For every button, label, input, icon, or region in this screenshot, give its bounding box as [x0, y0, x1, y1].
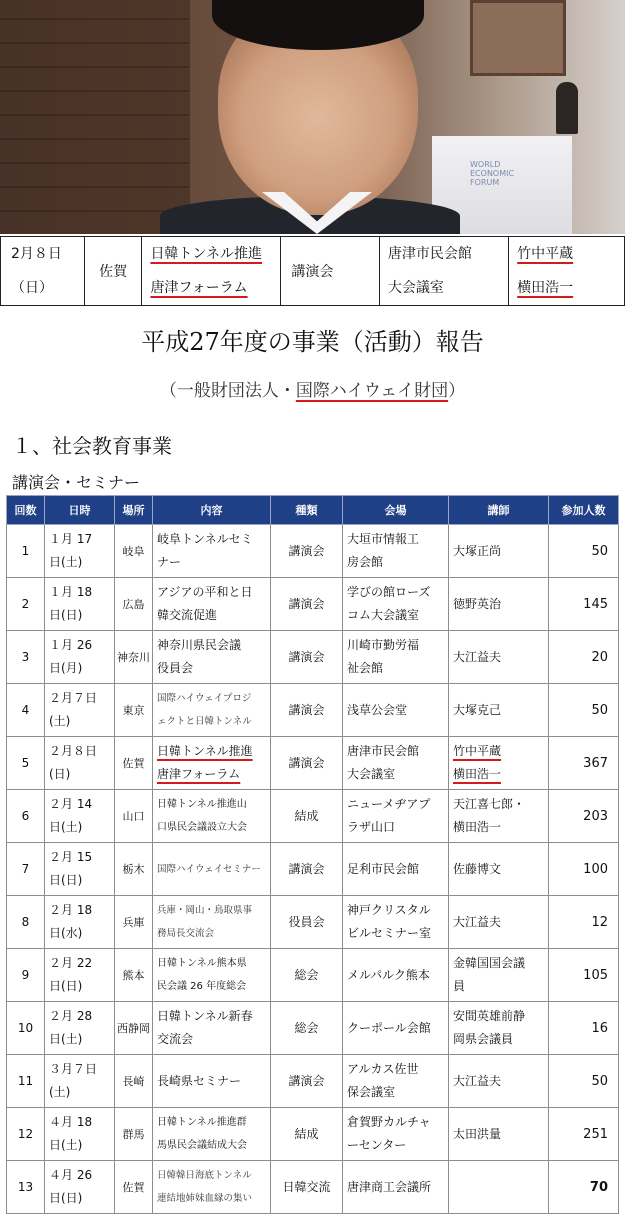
cell-speaker: [449, 631, 549, 684]
background-person: [556, 82, 578, 134]
cell-content-line: 役員会: [157, 661, 194, 675]
column-header: 内容: [153, 496, 271, 525]
cell-venue: [343, 684, 449, 737]
cell-content: [153, 737, 271, 790]
cell-date-line: ２月 28: [49, 1009, 93, 1023]
cell-content: [153, 949, 271, 1002]
cell-date: [45, 684, 115, 737]
cell-speaker-line: 太田洪量: [453, 1126, 502, 1141]
cell-speaker: [449, 843, 549, 896]
cell-date-line: ２月 15: [49, 850, 93, 864]
cell-content-line: ェクトと日韓トンネル: [157, 716, 252, 727]
cell-type: 講演会: [271, 578, 343, 631]
cell-number: 9: [7, 949, 45, 1002]
cell-speaker-line: 金韓国国会議: [453, 956, 526, 970]
cell-speaker: [449, 790, 549, 843]
cell-content-line: 国際ハイウェイプロジ: [157, 693, 252, 704]
cell-venue-line: 大垣市情報工: [347, 532, 420, 546]
table-row: [7, 1108, 619, 1161]
excerpt-content-line: 日韓トンネル推進: [150, 246, 263, 262]
cell-date-line: 日(水): [49, 926, 83, 940]
cell-date-line: 日(日): [49, 873, 83, 887]
cell-date-line: ２月８日: [49, 744, 98, 758]
cell-date-line: 日(月): [49, 661, 83, 675]
cell-venue: [343, 525, 449, 578]
cell-count: 50: [549, 1055, 619, 1108]
cell-number: 13: [7, 1161, 45, 1214]
cell-content-line: 唐津フォーラム: [157, 767, 241, 781]
table-row: [7, 1161, 619, 1214]
cell-date-line: (日): [49, 767, 71, 781]
cell-speaker-line: 大塚克己: [453, 702, 502, 717]
cell-date-line: ２月 18: [49, 903, 93, 917]
cell-content-line: 交流会: [157, 1032, 194, 1046]
cell-content-line: 兵庫・岡山・鳥取県事: [157, 905, 253, 916]
cell-content: [153, 1055, 271, 1108]
cell-count: 50: [549, 684, 619, 737]
cell-count: 100: [549, 843, 619, 896]
table-row: [7, 949, 619, 1002]
cell-place: 佐賀: [115, 737, 153, 790]
cell-date: [45, 737, 115, 790]
cell-speaker: [449, 896, 549, 949]
cell-venue-line: コム大会議室: [347, 608, 420, 622]
cell-content-line: 日韓トンネル推進: [157, 744, 253, 758]
cell-type: 講演会: [271, 631, 343, 684]
cell-speaker: [449, 1108, 549, 1161]
excerpt-speakers: [509, 237, 625, 306]
cell-venue-line: クーポール会館: [347, 1020, 431, 1035]
column-header: 回数: [7, 496, 45, 525]
cell-content-line: 馬県民会議結成大会: [157, 1140, 247, 1151]
cell-count: 105: [549, 949, 619, 1002]
cell-venue: [343, 896, 449, 949]
cell-content-line: 民会議 26 年度総会: [157, 981, 247, 992]
cell-speaker-line: 員: [453, 979, 466, 993]
cell-content: [153, 790, 271, 843]
cell-date: [45, 631, 115, 684]
forum-sign-text: WORLD ECONOMIC FORUM: [470, 160, 515, 187]
cell-type: 総会: [271, 1002, 343, 1055]
column-header: 会場: [343, 496, 449, 525]
cell-date: [45, 843, 115, 896]
section-heading: １、社会教育事業: [12, 434, 172, 458]
subtitle-foundation-name: 国際ハイウェイ財団: [295, 381, 449, 401]
column-header: 場所: [115, 496, 153, 525]
cell-venue-line: 唐津商工会議所: [347, 1179, 432, 1194]
cell-speaker-line: 横田浩一: [453, 767, 502, 781]
cell-date: [45, 1055, 115, 1108]
cell-speaker-line: 大江益夫: [453, 1073, 502, 1088]
cell-place: 栃木: [115, 843, 153, 896]
cell-type: 講演会: [271, 737, 343, 790]
cell-count: 50: [549, 525, 619, 578]
cell-place: 長崎: [115, 1055, 153, 1108]
cell-content-line: ナー: [157, 555, 182, 569]
cell-venue-line: 学びの館ローズ: [347, 585, 431, 599]
cell-venue-line: アルカス佐世: [347, 1062, 419, 1076]
table-body: [7, 525, 619, 1214]
cell-date: [45, 790, 115, 843]
cell-venue: [343, 1002, 449, 1055]
table-row: [7, 631, 619, 684]
cell-speaker: [449, 1055, 549, 1108]
subtitle-prefix: （一般財団法人・: [159, 381, 296, 401]
cell-count: 12: [549, 896, 619, 949]
cell-date: [45, 1108, 115, 1161]
cell-content: [153, 896, 271, 949]
cell-venue-line: メルパルク熊本: [347, 967, 430, 982]
cell-place: 広島: [115, 578, 153, 631]
cell-content-line: 国際ハイウェイセミナー: [157, 863, 261, 875]
cell-date-line: ４月 18: [49, 1115, 93, 1129]
cell-content-line: 韓交流促進: [157, 608, 218, 622]
column-header: 講師: [449, 496, 549, 525]
cell-date-line: ４月 26: [49, 1168, 93, 1182]
cell-venue-line: 足利市民会館: [347, 861, 420, 876]
excerpt-date-text: 2月８日（日）: [11, 246, 62, 296]
cell-number: 6: [7, 790, 45, 843]
cell-speaker-line: 横田浩一: [453, 820, 502, 834]
cell-count: 20: [549, 631, 619, 684]
cell-date-line: (土): [49, 1085, 71, 1099]
cell-venue: [343, 1161, 449, 1214]
cell-count: 251: [549, 1108, 619, 1161]
cell-content: [153, 578, 271, 631]
table-header-row: [7, 496, 619, 525]
table-row: [7, 843, 619, 896]
cell-speaker: [449, 949, 549, 1002]
excerpt-table: [0, 236, 625, 306]
cell-type: 講演会: [271, 843, 343, 896]
cell-number: 5: [7, 737, 45, 790]
cell-content-line: 神奈川県民会議: [157, 638, 242, 652]
cell-date: [45, 949, 115, 1002]
cell-date: [45, 578, 115, 631]
cell-content-line: 長崎県セミナー: [157, 1073, 242, 1088]
cell-speaker: [449, 525, 549, 578]
cell-content-line: 日韓トンネル熊本県: [157, 958, 247, 969]
cell-speaker-line: 安間英雄前静: [453, 1009, 526, 1023]
cell-content-line: 日韓トンネル推進山: [157, 799, 247, 810]
cell-venue-line: 川崎市勤労福: [347, 638, 420, 652]
cell-content: [153, 1108, 271, 1161]
table-row: [7, 578, 619, 631]
lecture-table: [6, 495, 619, 1214]
subtitle: [0, 376, 625, 401]
cell-content: [153, 843, 271, 896]
cell-speaker-line: 大江益夫: [453, 914, 502, 929]
cell-count: 367: [549, 737, 619, 790]
cell-speaker: [449, 578, 549, 631]
cell-content: [153, 684, 271, 737]
cell-date-line: (土): [49, 714, 71, 728]
excerpt-date: [1, 237, 85, 306]
excerpt-speaker: 竹中平蔵: [517, 246, 574, 262]
cell-speaker-line: 竹中平蔵: [453, 744, 502, 758]
cell-venue-line: 房会館: [347, 555, 384, 569]
cell-place: 東京: [115, 684, 153, 737]
cell-date-line: １月 17: [49, 532, 93, 546]
cell-number: 10: [7, 1002, 45, 1055]
cell-date-line: 日(日): [49, 979, 83, 993]
cell-type: 講演会: [271, 1055, 343, 1108]
table-row: [7, 737, 619, 790]
cell-place: 群馬: [115, 1108, 153, 1161]
cell-content: [153, 631, 271, 684]
cell-date: [45, 896, 115, 949]
cell-content-line: 連結地姉妹血縁の集い: [157, 1193, 253, 1204]
cell-type: 日韓交流: [271, 1161, 343, 1214]
cell-date-line: 日(土): [49, 555, 83, 569]
cell-content-line: 日韓トンネル新春: [157, 1009, 253, 1023]
cell-date-line: 日(土): [49, 1032, 83, 1046]
column-header: 日時: [45, 496, 115, 525]
cell-date-line: １月 26: [49, 638, 93, 652]
cell-number: 4: [7, 684, 45, 737]
cell-number: 7: [7, 843, 45, 896]
cell-place: 西静岡: [115, 1002, 153, 1055]
excerpt-venue: [379, 237, 508, 306]
subsection-heading: 講演会・セミナー: [12, 473, 141, 492]
cell-venue-line: ラザ山口: [347, 820, 396, 834]
cell-venue-line: 祉会館: [347, 661, 384, 675]
cell-type: 総会: [271, 949, 343, 1002]
cell-venue-line: 保会議室: [347, 1085, 396, 1099]
cell-count: 16: [549, 1002, 619, 1055]
header-photo: [0, 0, 625, 234]
cell-venue-line: ビルセミナー室: [347, 926, 432, 940]
cell-content-line: 務局長交流会: [157, 928, 215, 939]
cell-content: [153, 1002, 271, 1055]
cell-venue-line: 唐津市民会館: [347, 744, 420, 758]
subtitle-suffix: ）: [448, 381, 466, 401]
excerpt-place: 佐賀: [84, 237, 142, 306]
cell-date-line: １月 18: [49, 585, 93, 599]
cell-date-line: ３月７日: [49, 1062, 98, 1076]
cell-place: 佐賀: [115, 1161, 153, 1214]
table-row: [7, 684, 619, 737]
wall-picture: [470, 0, 566, 76]
cell-place: 熊本: [115, 949, 153, 1002]
cell-venue-line: 倉賀野カルチャ: [347, 1115, 431, 1129]
excerpt-speaker: 横田浩一: [517, 280, 574, 296]
cell-speaker: [449, 1161, 549, 1214]
cell-type: 講演会: [271, 525, 343, 578]
cell-venue: [343, 949, 449, 1002]
excerpt-content-line: 唐津フォーラム: [150, 280, 248, 296]
cell-date-line: 日(日): [49, 608, 83, 622]
cell-speaker-line: 大塚正尚: [453, 543, 502, 558]
cell-date-line: 日(土): [49, 1138, 83, 1152]
cell-date-line: 日(土): [49, 820, 83, 834]
cell-date: [45, 1161, 115, 1214]
cell-date: [45, 1002, 115, 1055]
cell-type: 結成: [271, 1108, 343, 1161]
cell-content-line: 日韓韓日海底トンネル: [157, 1170, 252, 1181]
cell-number: 3: [7, 631, 45, 684]
excerpt-content: [142, 237, 281, 306]
cell-type: 役員会: [271, 896, 343, 949]
cell-number: 8: [7, 896, 45, 949]
table-row: [7, 896, 619, 949]
cell-venue-line: 浅草公会堂: [347, 702, 408, 717]
cell-speaker-line: 天江喜七郎・: [453, 797, 526, 811]
cell-date-line: ２月 22: [49, 956, 93, 970]
cell-number: 12: [7, 1108, 45, 1161]
cell-content: [153, 525, 271, 578]
column-header: 参加人数: [549, 496, 619, 525]
cell-speaker-line: 佐藤博文: [453, 861, 502, 876]
cell-speaker-line: 大江益夫: [453, 649, 502, 664]
excerpt-type: 講演会: [281, 237, 379, 306]
cell-speaker-line: 徳野英治: [453, 596, 502, 611]
cell-venue: [343, 1055, 449, 1108]
cell-venue-line: 大会議室: [347, 767, 396, 781]
column-header: 種類: [271, 496, 343, 525]
cell-speaker: [449, 684, 549, 737]
cell-number: 1: [7, 525, 45, 578]
cell-venue: [343, 1108, 449, 1161]
cell-venue: [343, 843, 449, 896]
cell-count: 145: [549, 578, 619, 631]
cell-venue-line: 神戸クリスタル: [347, 903, 431, 917]
cell-venue: [343, 578, 449, 631]
table-row: [7, 1055, 619, 1108]
cell-speaker-line: 岡県会議員: [453, 1032, 514, 1046]
cell-content-line: アジアの平和と日: [157, 585, 253, 599]
cell-place: 岐阜: [115, 525, 153, 578]
cell-content: [153, 1161, 271, 1214]
cell-place: 兵庫: [115, 896, 153, 949]
cell-number: 2: [7, 578, 45, 631]
page-title: 平成27年度の事業（活動）報告: [141, 328, 484, 356]
table-row: [7, 525, 619, 578]
cell-number: 11: [7, 1055, 45, 1108]
cell-date-line: ２月 14: [49, 797, 93, 811]
cell-place: 山口: [115, 790, 153, 843]
cell-place: 神奈川: [115, 631, 153, 684]
cell-venue-line: ニューメヂアプ: [347, 797, 431, 811]
cell-speaker: [449, 1002, 549, 1055]
cell-type: 結成: [271, 790, 343, 843]
cell-count: 203: [549, 790, 619, 843]
table-row: [7, 1002, 619, 1055]
cell-count: 70: [549, 1161, 619, 1214]
cell-content-line: 岐阜トンネルセミ: [157, 532, 253, 546]
excerpt-venue-line: 大会議室: [387, 280, 444, 296]
cell-venue-line: ーセンター: [347, 1138, 407, 1152]
excerpt-venue-line: 唐津市民会館: [387, 246, 472, 262]
cell-date-line: ２月７日: [49, 691, 98, 705]
table-row: [7, 790, 619, 843]
cell-content-line: 日韓トンネル推進群: [157, 1117, 247, 1128]
cell-venue: [343, 737, 449, 790]
cell-date-line: 日(日): [49, 1191, 83, 1205]
cell-venue: [343, 631, 449, 684]
excerpt-row: [1, 237, 625, 306]
cell-venue: [343, 790, 449, 843]
cell-speaker: [449, 737, 549, 790]
brick-wall: [0, 0, 190, 234]
cell-date: [45, 525, 115, 578]
cell-type: 講演会: [271, 684, 343, 737]
cell-content-line: 口県民会議設立大会: [157, 822, 247, 833]
